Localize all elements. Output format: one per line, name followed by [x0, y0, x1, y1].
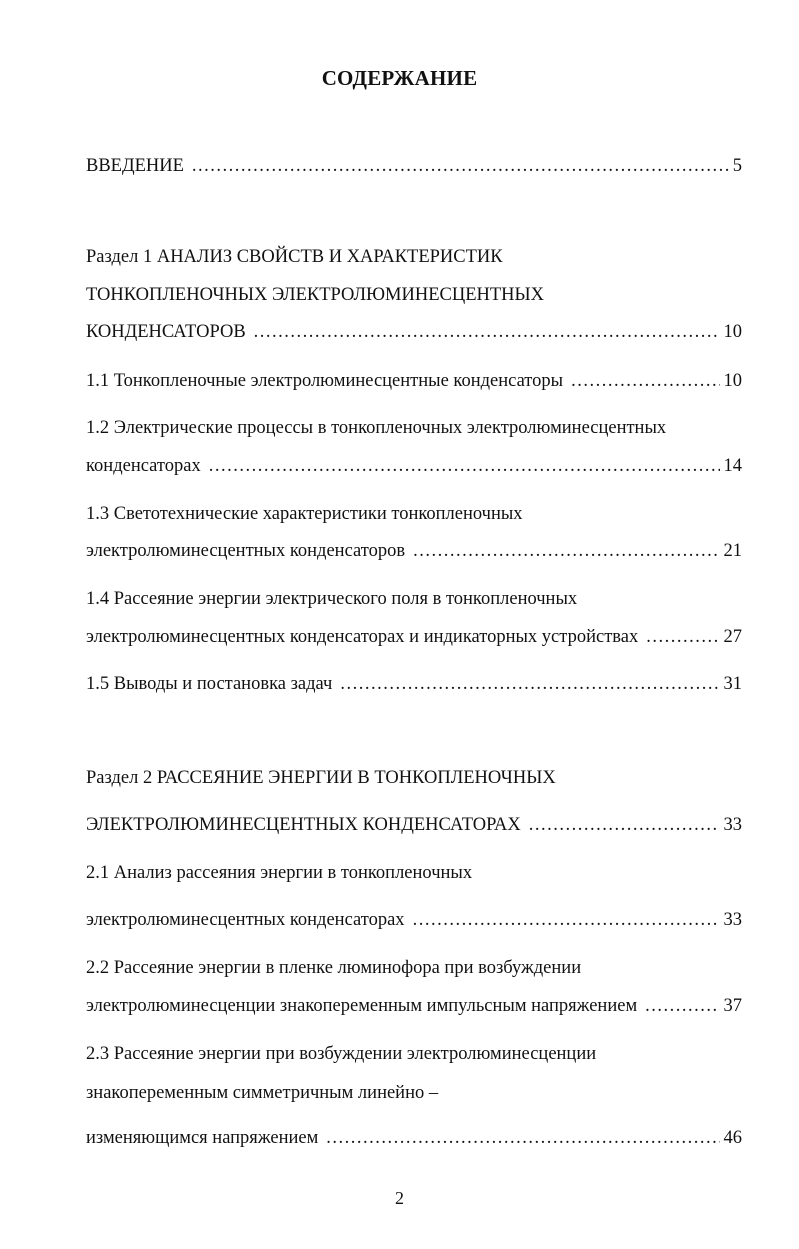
- page-number: 2: [395, 1188, 404, 1208]
- toc-entry-1-4: [86, 624, 742, 650]
- toc-entry-text: электролюминесценции знакопеременным импульсным напряжением: [86, 996, 638, 1016]
- toc-leader-dots: [340, 671, 719, 697]
- toc-1-3-line1: 1.3 Светотехнические характеристики тонкопленочных: [86, 504, 523, 524]
- toc-entry-section2: [86, 812, 742, 838]
- toc-entry-section1: [86, 319, 742, 345]
- toc-leader-dots: [413, 907, 720, 933]
- toc-entry-text: электролюминесцентных конденсаторах: [86, 910, 405, 930]
- toc-entry-text: электролюминесцентных конденсаторов: [86, 541, 406, 561]
- toc-entry-text: 1.5 Выводы и постановка задач: [86, 674, 333, 694]
- toc-1-4-line1: 1.4 Рассеяние энергии электрического поля в тонкопленочных: [86, 589, 578, 609]
- toc-section1-line2: ТОНКОПЛЕНОЧНЫХ ЭЛЕКТРОЛЮМИНЕСЦЕНТНЫХ: [86, 285, 545, 305]
- toc-leader-dots: [571, 368, 719, 394]
- toc-page-number: 37: [723, 996, 742, 1016]
- toc-page-number: 21: [723, 541, 742, 561]
- toc-1-2-line1: 1.2 Электрические процессы в тонкопленочных электролюминесцентных: [86, 418, 667, 438]
- toc-page-number: 46: [723, 1128, 742, 1148]
- toc-page-number: 27: [723, 627, 742, 647]
- toc-entry-text: ВВЕДЕНИЕ: [86, 156, 184, 176]
- toc-entry-1-1: [86, 368, 742, 394]
- toc-entry-text: изменяющимся напряжением: [86, 1128, 319, 1148]
- toc-leader-dots: [413, 538, 719, 564]
- toc-entry-text: КОНДЕНСАТОРОВ: [86, 322, 246, 342]
- toc-entry-1-3: [86, 538, 742, 564]
- toc-section2-line1: Раздел 2 РАССЕЯНИЕ ЭНЕРГИИ В ТОНКОПЛЕНОЧНЫХ: [86, 768, 556, 788]
- toc-2-3-line1: 2.3 Рассеяние энергии при возбуждении электролюминесценции: [86, 1044, 597, 1064]
- page-title: СОДЕРЖАНИЕ: [321, 66, 478, 90]
- toc-leader-dots: [192, 153, 729, 179]
- toc-leader-dots: [254, 319, 720, 345]
- toc-leader-dots: [645, 993, 719, 1019]
- toc-page-number: 31: [723, 674, 742, 694]
- toc-leader-dots: [326, 1125, 719, 1151]
- toc-2-3-line2: знакопеременным симметричным линейно –: [86, 1083, 439, 1103]
- toc-page-number: 10: [723, 322, 742, 342]
- toc-leader-dots: [209, 453, 720, 479]
- toc-entry-text: электролюминесцентных конденсаторах и индикаторных устройствах: [86, 627, 639, 647]
- toc-2-1-line1: 2.1 Анализ рассеяния энергии в тонкопленочных: [86, 863, 473, 883]
- toc-entry-2-2: [86, 993, 742, 1019]
- toc-page-number: 14: [723, 456, 742, 476]
- toc-entry-text: ЭЛЕКТРОЛЮМИНЕСЦЕНТНЫХ КОНДЕНСАТОРАХ: [86, 815, 521, 835]
- toc-entry-2-3: [86, 1125, 742, 1151]
- toc-entry-text: 1.1 Тонкопленочные электролюминесцентные конденсаторы: [86, 371, 564, 391]
- toc-section1-line1: Раздел 1 АНАЛИЗ СВОЙСТВ И ХАРАКТЕРИСТИК: [86, 247, 503, 267]
- toc-entry-1-5: [86, 671, 742, 697]
- toc-entry-2-1: [86, 907, 742, 933]
- toc-entry-text: конденсаторах: [86, 456, 201, 476]
- toc-page-number: 33: [723, 910, 742, 930]
- toc-entry-1-2: [86, 453, 742, 479]
- toc-leader-dots: [529, 812, 720, 838]
- toc-page-number: 5: [732, 156, 742, 176]
- toc-entry-intro: [86, 153, 742, 179]
- toc-page-number: 33: [723, 815, 742, 835]
- toc-leader-dots: [646, 624, 719, 650]
- toc-page-number: 10: [723, 371, 742, 391]
- toc-2-2-line1: 2.2 Рассеяние энергии в пленке люминофора при возбуждении: [86, 958, 582, 978]
